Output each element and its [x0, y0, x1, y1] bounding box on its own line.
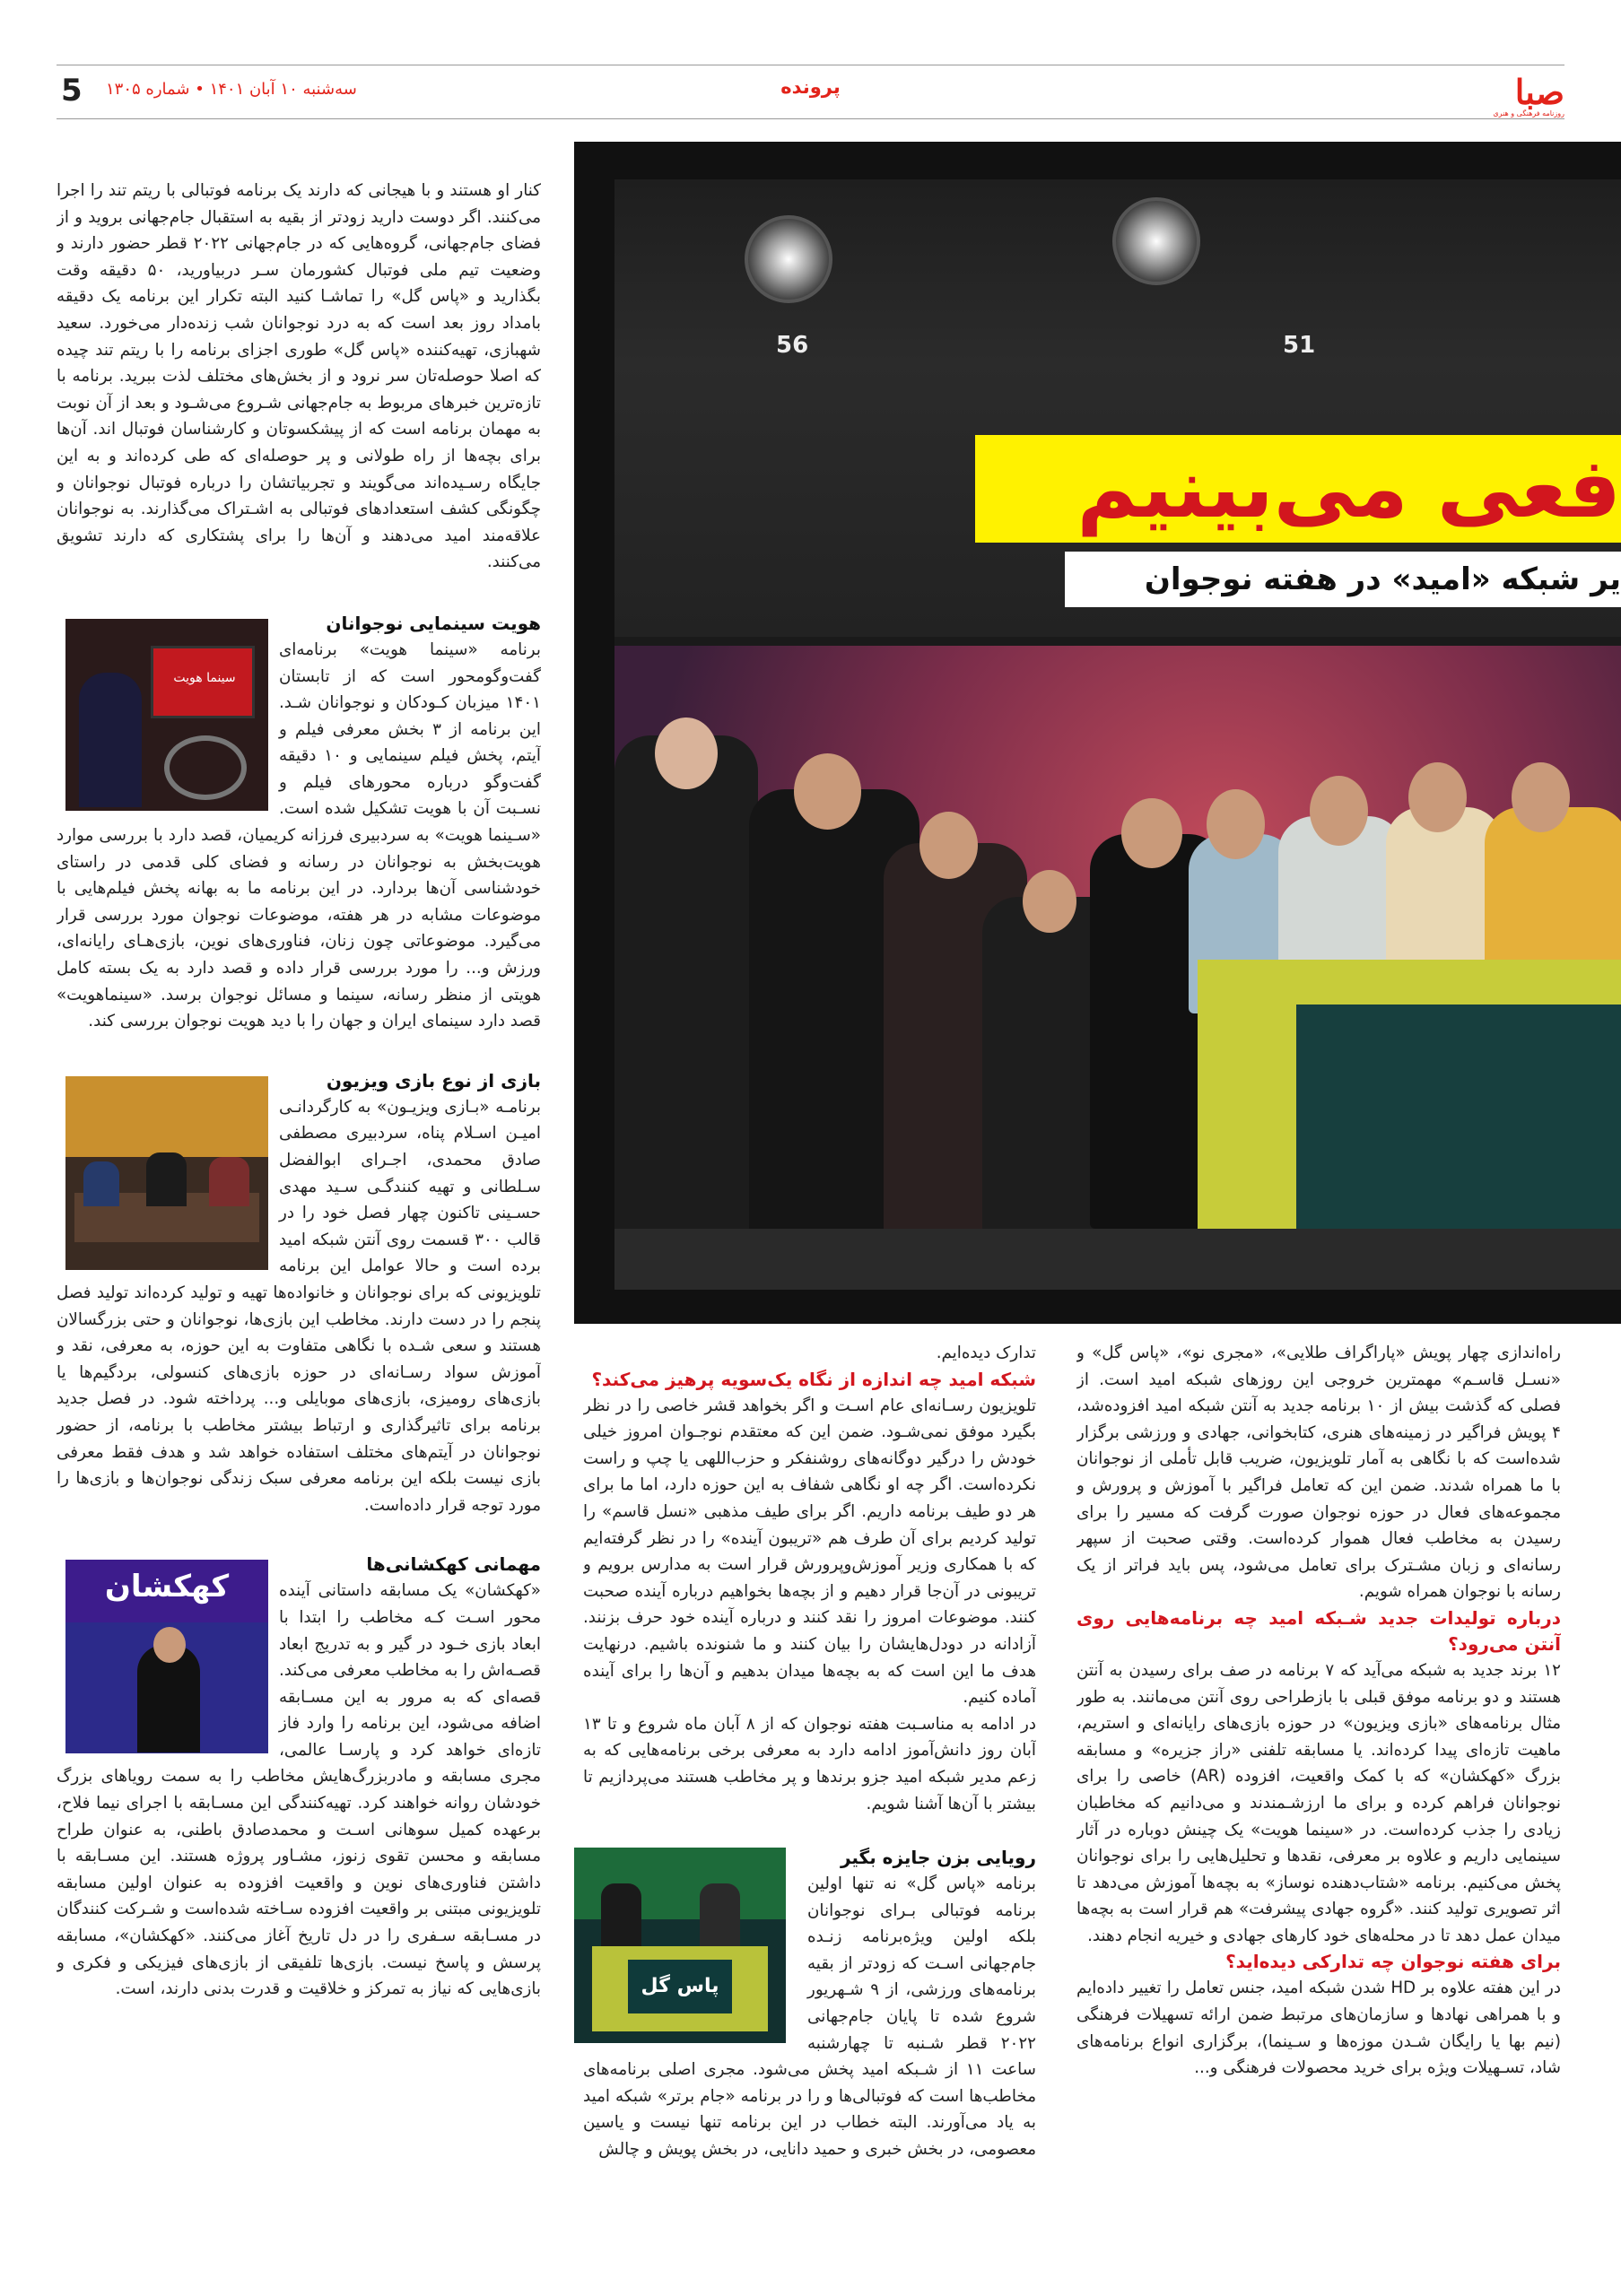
left-column-flow: [57, 178, 541, 2222]
article-paragraph: برنامـه «بـازی ویزیـون» به کارگردانـی امیـن اسـلام پناه، سردبیری مصطفی صادق محمدی، اجـرای ابوالفضل سـلطانی و تهیه کنندگـی سـید مهدی حسـینی تاکنون چهار فصل خود را در قالب ۳۰۰ قسمت روی آنتن شبکه امید برده است و حالا عوامل این برنامه تلویزیونی که برای نوجوانان و خانواده‌ها تهیه و تولید کرده‌اند تولید فصل پنجم را در دست دارند. مخاطب این بازی‌ها، نوجوانان و حتی بزرگسالان هستند و سعی شـده با نگاهی متفاوت به این حوزه، به معرفی، نقد و آموزش سواد رسـانه‌ای در حوزه بازی‌های کنسولی، بردگیم‌ها یا بازی‌های رومیزی، بازی‌های موبایلی و... پرداخته شود. در فصل جدید برنامه برای تاثیرگذاری و ارتباط بیشتر مخاطب با برنامه، از حضور نوجوانان در آیتم‌های مختلف استفاده خواهد شد و هدف فقط معرفی بازی نیست بلکه این برنامه معرفی سبک زندگی نوجوان‌ها و بازی‌ها را مورد توجه قرار داده‌است.: [57, 1097, 541, 1515]
article-paragraph: ۱۲ برند جدید به شبکه می‌آید که ۷ برنامه در صف برای رسیدن به آنتن هستند و دو برنامه موفق قبلی با بازطراحی روی آنتن می‌مانند. به طور مثال برنامه‌های «بازی ویزیون» در حوزه بازی‌های رایانه‌ای و استریم، ماهیت تازه‌ای پیدا کرده‌اند. یا مسابقه تلفنی «راز جزیره» و مسابقه بزرگ «کهکشان» که با کمک واقعیت، افزوده (AR) خاصی را برای نوجوانان فراهم کرده و برای ما ارزشـمندند و می‌دانیم که مخاطبان زیادی را جذب کرده‌است. در «سینما هویت» یک چینش دوباره در آثار سینمایی داریم و علاوه بر معرفی، نقدها و تحلیل‌هایی را برای نوجوانان پخش می‌کنیم. برنامه «شتاب‌دهنده نوساز» به بچه‌ها آموزش می‌دهد تا اثر تصویری تولید کنند. «گروه جهادی پیشرفت» هم قرار است به بچه‌ها میدان عمل دهد تا در محله‌های خود کارهای جهادی و خیریه انجام دهند.: [1076, 1660, 1561, 1945]
lamp-number: 51: [1283, 332, 1316, 359]
image-spacer: [57, 615, 279, 811]
image-spacer: [57, 1073, 279, 1268]
article-paragraph: «کهکشان» یک مسابقه داستانی آینده محور اسـت کـه مخاطب را ابتدا با ابعاد بازی خـود در گیر و به تدریج ابعاد قصـه‌اش را به مخاطب معرفی می‌کند. قصه‌ای که به مرور به این مسـابقه اضافه می‌شود، این برنامه را وارد فاز تازه‌ای خواهد کرد و پارسـا عالمی، مجری مسابقه و مادربزرگ‌هایش مخاطب را به سمت رویاهای بزرگ خودشان روانه خواهند کرد. تهیه‌کنندگی این مسـابقه با اجرای نیما فلاح، برعهده کمیل سوهانی اسـت و محمدصادق باطنی، به عنوان طراح مسابقه و محسن تقوی زنوز، مشـاور پروژه هستند. این مسـابقه با داشتن فناوری‌های نوین و واقعیت افزوده به عنوان اولین مسابقه تلویزیونی مبتنی بر واقعیت افزوده سـاخته شده‌است و شـرکت کنندگان در مسـابقه سـفری را در دل تاریخ آغاز می‌کنند. «کهکشان»، مسابقه پرسش و پاسخ نیست. بازی‌ها تلفیقی از بازی‌های فیزیکی و فکری و بازی‌هایی که نیاز به تمرکز و خلاقیت و قدرت بدنی دارند، است.: [57, 1581, 541, 1999]
section-title: پرونده: [780, 76, 841, 98]
issue-info: سه‌شنبه ۱۰ آبان ۱۴۰۱ • شماره ۱۳۰۵: [106, 80, 357, 99]
lamp-number: 56: [776, 332, 809, 359]
headline-banner: [975, 435, 1621, 543]
section-title: هویت سینمایی نوجوانان: [326, 612, 541, 634]
desk-logo: پاس گل: [628, 1960, 732, 2013]
newspaper-logo: صبا روزنامه فرهنگی و هنری: [1493, 72, 1564, 117]
studio-lamp-icon: [1112, 197, 1200, 285]
person-face: [1310, 776, 1368, 846]
section-title: رویایی بزن جایزه بگیر: [840, 1847, 1036, 1869]
article-paragraph: برنامه «پاس گل» نه تنها اولین برنامه فوتبالی بـرای نوجوانان بلکه اولین ویژه‌برنامه زنـده جام‌جهانی اسـت که زودتر از بقیه برنامه‌های ورزشی، از ۹ شـهریور شروع شده تا پایان جام‌جهانی ۲۰۲۲ قطر شـنبه تا چهارشنبه ساعت ۱۱ از شـبکه امید پخش می‌شود. مجری اصلی برنامه‌های مخاطب‌ها است که فوتبالی‌ها و را در برنامه «جام برتر» شبکه امید به یاد می‌آورند. البته خطاب در این برنامه تنها نیست و یاسین معصومی، در بخش خبری و حمید دانایی، در بخش پویش و چالش: [583, 1874, 1036, 2160]
studio-photo: [574, 142, 1621, 1324]
article-paragraph: تدارک دیده‌ایم.: [936, 1344, 1036, 1362]
person-face: [655, 718, 718, 789]
person-face: [794, 753, 861, 830]
person-face: [919, 812, 978, 879]
article-paragraph: راه‌اندازی چهار پویش «پاراگراف طلایی»، «مجری نو»، «پاس گل» و «نسـل قاسـم» مهمترین خروجی این روزهای شبکه امید است. از فصلی که گذشت بیش از ۱۰ برنامه جدید به آنتن شبکه امید افزوده‌شد، ۴ پویش فراگیر در زمینه‌های هنری، کتابخوانی، جهادی و ورزشی برگزار شده‌است که با نگاهی به آمار تلویزیون، ضریب قابل تأملی از نوجوانان با ما همراه شدند. ضمن این که تعامل فراگیر با آموزش و پرورش و مجموعه‌های فعال در حوزه نوجوان صورت گرفت که مسیر را برای رسیدن به مخاطب فعال هموار کرده‌است. وقتی صحبت از سپهر رسانه‌ای و زبان مشـترک برای تعامل می‌شود، پس باید فراتر از یک رسانه با نوجوان همراه شویم.: [1076, 1344, 1561, 1602]
person-face: [1408, 762, 1467, 832]
interview-question: درباره تولیدات جدید شـبکه امید چه برنامه‌هایی روی آنتن می‌رود؟: [1076, 1606, 1561, 1655]
page-header: [57, 67, 1564, 117]
show-logo-text: کهکشان: [104, 1569, 230, 1605]
right-column: [1076, 1340, 1561, 2237]
article-paragraph: کنار او هستند و با هیجانی که دارند یک برنامه فوتبالی با ریتم تند را اجرا می‌کنند. اگر دوست دارید زودتر از بقیه به استقبال جام‌جهانی بروید و از فضای جام‌جهانی، گروه‌هایی که در جام‌جهانی ۲۰۲۲ قطر حضور دارند و وضعیت تیم ملی فوتبال کشورمان سـر دربیاورید، ۵۰ دقیقه وقت بگذارید و «پاس گل» را تماشـا کنید البته تکرار این برنامه یک دقیقه بامداد روز بعد است که به درد نوجوانان شب زنده‌دار می‌خورد. سعید شهبازی، تهیه‌کننده «پاس گل» طوری اجزای برنامه را با ریتم تند چیده که اصلا حوصله‌تان سر نرود و از بخش‌های مختلف لذت ببرید. برنامه با تازه‌ترین خبرهای مربوط به جام‌جهانی شـروع می‌شـود و بعد از آن نوبت به مهمان برنامه است که از پیشکسوتان و کارشناسان فوتبال اند. آن‌ها برای بچه‌ها از راه طولانی و پر حوصله‌ای که طی کرده‌اند و به این جایگاه رسـیده‌اند می‌گویند و تجربیاتشان را درباره فوتبال نوجوانان و چگونگی کشف استعدادهای فوتبالی به اشـتراک می‌گذارند. به نوجوانان علاقه‌مند امید می‌دهند و آن‌ها را برای پشتکاری که دارند تشویق می‌کنند.: [57, 181, 541, 572]
interview-question: شبکه امید چه اندازه از نگاه یک‌سویه پرهیز می‌کند؟: [591, 1368, 1036, 1390]
person-face: [1121, 798, 1182, 868]
studio-lamp-icon: [745, 215, 832, 303]
section-title: مهمانی کهکشانی‌ها: [366, 1553, 541, 1576]
page-number: 5: [61, 73, 83, 109]
article-paragraph: در این هفته علاوه بر HD شدن شبکه امید، جنس تعامل را تغییر داده‌ایم و با همراهی نهادها و سازمان‌های مرتبط ضمن ارائه تسهیلات فرهنگی (نیم بها یا رایگان شـدن موزه‌ها و سـینما)، برگزاری انواع برنامه‌های شاد، تسـهیلات ویژه برای خرید محصولات فرهنگی و...: [1076, 1979, 1561, 2078]
photo-frame: [614, 179, 1621, 1290]
article-paragraph: برنامه «سینما هویت» برنامه‌ای گفت‌وگومحور است که از تابستان ۱۴۰۱ میزبان کـودکان و نوجوانان شـد. این برنامه از ۳ بخش معرفی فیلم و آیتم، پخش فیلم سینمایی و ۱۰ دقیقه گفت‌وگو درباره محورهای فیلم و نسـبت آن با هویت تشکیل شده است. «سـینما هویت» به سردبیری فرزانه کریمیان، قصد دارد با بررسی موارد هویت‌بخش به نوجوانان در رسانه و فضای کلی قدمی در راستای خودشناسی آن‌ها بردارد. در این برنامه ما به بهانه پخش فیلم‌هایی با موضوعات مشابه در هر هفته، موضوعات نوجوان مورد بررسی قرار می‌گیرد. موضوعاتی چون زنان، فناوری‌های نوین، بازی‌هـای رایانه‌ای، ورزش و... را مورد بررسی قرار داده و قصد دارد به یک بسته کامل هویتی از منظر رسانه، سینما و مسائل نوجوان برسد. «سینماهویت» قصد دارد سینمای ایران و جهان را با دید هویت نوجوان بررسی کند.: [57, 639, 541, 1031]
article-paragraph: در ادامه به مناسـبت هفته نوجوان که از ۸ آبان ماه شروع و تا ۱۳ آبان روز دانش‌آموز ادامه دارد به معرفی برخی برنامه‌هایی که به زعم مدیر شبکه امید جزو برندها و پر مخاطب هستند می‌پردازیم تا بیشتر با آن‌ها آشنا شویم.: [583, 1714, 1036, 1813]
subheadline-banner: [1065, 552, 1621, 607]
pass-gol-thumbnail: [574, 1848, 786, 2043]
image-spacer: [57, 1556, 279, 1752]
article-paragraph: تلویزیون رسـانه‌ای عام اسـت و اگر بخواهد قشر خاصی را در نظر بگیرد موفق نمی‌شـود. ضمن این که معتقدم نوجـوان امروز خیلی خودش را درگیر دوگانه‌های روشنفکر و حزب‌اللهی یا چپ و راست نکرده‌است. اگر چه او نگاهی شفاف به این حوزه دارد، اما ما برای هر دو طیف برنامه داریم. اگر برای طیف مذهبی «نسل قاسم» را تولید کردیم برای آن طرف هم «تریبون آینده» را در نظر گرفته‌ایم که با همکاری وزیر آموزش‌وپرورش قرار است به مدارس برویم و تریبونی در آن‌جا قرار دهیم و از بچه‌ها بخواهیم درباره آینده صحبت کنند. موضوعات امروز را نقد کنند و درباره آینده خود حرف بزنند. آزادانه در دودل‌هایشان را بیان کنند و ما شنونده باشیم. درنهایت هدف ما این است که به بچه‌ها میدان بدهیم و آن‌ها را برای آینده آماده کنیم.: [583, 1396, 1036, 1708]
person-face: [1023, 870, 1076, 933]
person: [601, 1883, 641, 1946]
person: [700, 1883, 740, 1946]
section-title: بازی از نوع بازی ویزیون: [326, 1069, 541, 1091]
studio-floor: [614, 1229, 1621, 1290]
person-face: [1207, 789, 1265, 859]
middle-column: [583, 1340, 1036, 2246]
person-face: [1512, 762, 1570, 832]
interview-question: برای هفته نوجوان چه تدارکی دیده‌اید؟: [1225, 1951, 1561, 1973]
photo-subheadline: یر شبکه «امید» در هفته نوجوان: [1144, 561, 1621, 597]
tv-logo-text: سینما هویت: [173, 670, 236, 685]
photo-headline: فعی می‌بینیم: [1076, 440, 1621, 536]
person: [614, 735, 758, 1290]
